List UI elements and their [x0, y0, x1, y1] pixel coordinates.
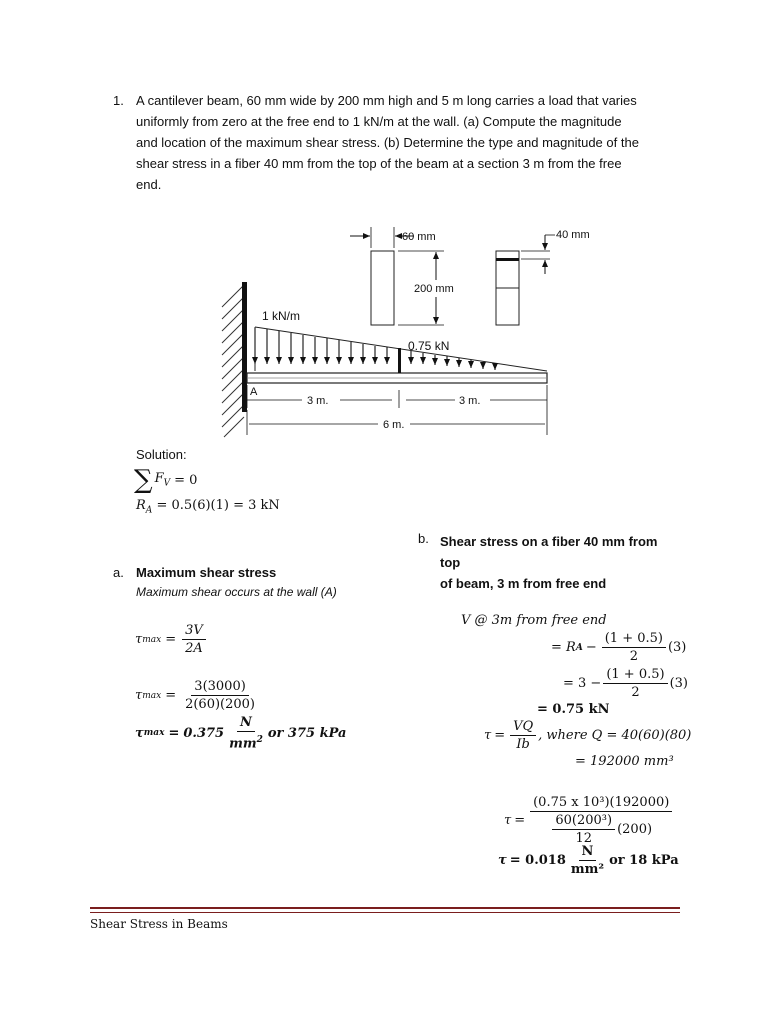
seg2-label: 3 m. [459, 395, 481, 407]
tau-b-sub-tail: (200) [617, 822, 653, 837]
force-symbol: $F_V$ [154, 471, 171, 489]
tau-fraction [182, 622, 206, 657]
tau-symbol: τ [135, 688, 143, 703]
tau-b-unit-den: mm² [570, 862, 605, 877]
reaction-symbol: $R_A$ [136, 498, 153, 516]
reaction-equation [136, 498, 280, 516]
tau-b-den: Ib [516, 737, 530, 752]
cross-section [371, 251, 394, 325]
tau-substitution: τ max = $\frac{3(3000)}{2(60)(200)}$ [135, 678, 260, 713]
tau-result-value: 0.375 [183, 725, 225, 741]
tau-b-result-value: = 0.018 [509, 853, 566, 868]
tau-unit-num: N [237, 714, 255, 732]
tau-b-sub-den [547, 812, 655, 847]
tau-result-unit [226, 714, 266, 752]
v2-num: (1 + 0.5) [603, 666, 667, 684]
tau-formula: τ max = $\frac{3V}{2A}$ [135, 622, 208, 657]
v-heading: V @ 3m from free end [461, 613, 607, 628]
part-b-title-line: Shear stress on a fiber 40 mm from [440, 534, 658, 549]
tau-b-num: VQ [510, 718, 536, 736]
v1-den: 2 [629, 649, 638, 664]
wall [242, 282, 247, 412]
tau-symbol: τ [135, 632, 143, 647]
section-marker [398, 348, 401, 373]
tau-b-result-tail: or 18 kPa [609, 853, 679, 868]
tau-den: 2A [185, 641, 203, 656]
v2-den: 2 [631, 685, 640, 700]
problem-line: end. [136, 177, 162, 192]
tau-num: 3V [182, 622, 206, 640]
problem-statement [113, 90, 683, 195]
part-b-title-line: of beam, 3 m from free end [440, 576, 607, 591]
v2-lhs: = 3 − [563, 676, 602, 691]
load-label: 1 kN/m [262, 309, 301, 323]
footer-rule [90, 907, 680, 909]
tau-b-substitution: τ = (0.75 x 10³)(192000) $\frac{\text{60(200³)}}{12}$ (200) [504, 794, 674, 847]
load-arrows [255, 328, 495, 370]
problem-text [136, 90, 683, 195]
part-b-title [440, 531, 657, 594]
sum-equation [134, 466, 197, 494]
fiber-label: 40 mm [556, 229, 590, 241]
sum-result: = 0 [174, 472, 198, 488]
tau-sub-fraction [182, 678, 258, 713]
tau-unit-den-text: mm [229, 736, 257, 752]
q-value: = 192000 mm³ [575, 754, 674, 769]
sum-symbol: ∑ [134, 465, 153, 495]
solution-heading: Solution: [136, 447, 187, 462]
tau-subscript: max [143, 728, 165, 739]
problem-line: uniformly from zero at the free end to 1 kN/m at the wall. (a) Compute the magnitude [136, 114, 622, 129]
v2-fraction [603, 666, 667, 701]
width-label: 60 mm [402, 231, 436, 243]
part-b-label: b. [418, 531, 429, 546]
tau-unit-den: $mm^2$ [229, 735, 263, 752]
problem-line: A cantilever beam, 60 mm wide by 200 mm high and 5 m long carries a load that varies [136, 93, 637, 108]
problem-number: 1. [113, 93, 124, 108]
seg1-label: 3 m. [307, 395, 329, 407]
tau-b-result: τ = 0.018 $\frac{N}{\text{mm²}}$ or 18 kPa [498, 844, 679, 877]
beam-diagram [215, 220, 590, 440]
tau-result-tail: or 375 kPa [267, 725, 347, 741]
part-a-note: Maximum shear occurs at the wall (A) [136, 585, 337, 599]
footer-rule-thin [90, 912, 680, 913]
inertia-fraction [552, 812, 615, 847]
mid-load-label: 0.75 kN [408, 339, 450, 353]
reaction-value: = 0.5(6)(1) = 3 kN [156, 498, 280, 513]
wall-hatch [222, 285, 244, 437]
v1-tail: (3) [667, 640, 687, 655]
v-step-2 [563, 666, 688, 701]
height-label: 200 mm [414, 283, 454, 295]
tau-b-where: , where Q = 40(60)(80) [538, 728, 692, 743]
part-a-title: Maximum shear stress [136, 565, 277, 580]
tau-b-result-unit [568, 843, 607, 878]
part-a-label: a. [113, 565, 124, 580]
tau-b-unit-num: N [579, 843, 597, 861]
part-b-title-line: top [440, 555, 461, 570]
v1-num: (1 + 0.5) [602, 630, 666, 648]
tau-b-fraction [510, 718, 536, 753]
support-label: A [250, 386, 258, 398]
problem-line: and location of the maximum shear stress. (b) Determine the type and magnitude of the [136, 135, 639, 150]
tau-b-sub-num: (0.75 x 10³)(192000) [530, 794, 672, 812]
inertia-den: 12 [575, 831, 592, 846]
tau-sub-num: 3(3000) [191, 678, 249, 696]
tau-b-formula: τ = $\frac{VQ}{Ib}$ , where Q = 40(60)(80) [484, 719, 692, 752]
tau-result: τ max = 0.375 $\frac{N}{mm^2}$ or 375 kPa [135, 715, 347, 752]
problem-line: shear stress in a fiber 40 mm from the top of the beam at a section 3 m from the free [136, 156, 622, 171]
total-label: 6 m. [383, 419, 405, 431]
v-step-1: = R A − $\frac{(1 + 0.5)}{2}$ (3) [551, 631, 687, 664]
v1-lhs: = R [551, 640, 576, 655]
tau-symbol: τ [135, 725, 144, 741]
inertia-num: 60(200³) [552, 812, 615, 830]
tau-subscript: max [142, 690, 162, 701]
v1-fraction [602, 630, 666, 665]
tau-subscript: max [142, 634, 162, 645]
v2-tail: (3) [669, 676, 688, 691]
tau-b-sub-fraction [530, 794, 672, 847]
v-result: = 0.75 kN [537, 702, 610, 717]
tau-sub-den: 2(60)(200) [185, 697, 256, 712]
footer-title: Shear Stress in Beams [90, 917, 228, 931]
